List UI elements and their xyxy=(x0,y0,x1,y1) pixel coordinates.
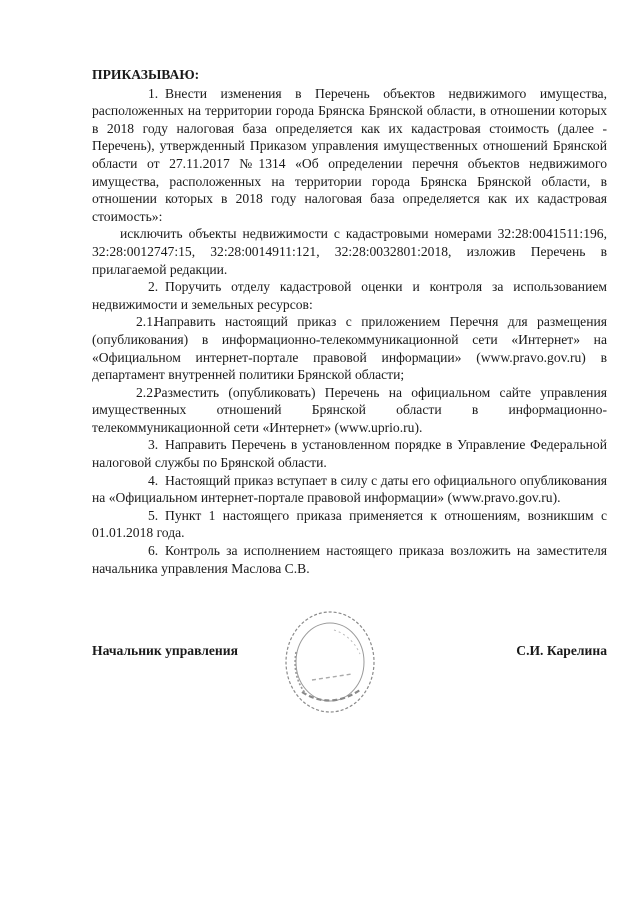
order-item-2 xyxy=(92,278,607,313)
item-number: 4. xyxy=(148,472,159,488)
order-item-1 xyxy=(92,85,607,226)
item-text: Пункт 1 настоящего приказа применяется к отношениям, возникшим с 01.01.2018 года. xyxy=(92,507,607,541)
item-text: Внести изменения в Перечень объектов недвижимого имущества, расположенных на территории города Брянска Брянской области, в отношении которых в 2018 году налоговая база определяется как их кадастровая стоимость (далее - Перечень), утвержденный Приказом управления имущественных отношений Брянской области от 27.11.2017 №1314 «Об определении перечня объектов недвижимого имущества, расположенных на территории города Брянска Брянской области, в отношении которых в 2018 году налоговая база определяется как их кадастровая стоимость»: xyxy=(92,85,607,224)
item-text: Настоящий приказ вступает в силу с даты его официального опубликования на «Официальном интернет-портале правовой информации» (www.pravo.gov.ru). xyxy=(92,472,607,506)
signatory-name: С.И. Карелина xyxy=(516,643,607,658)
item-number: 5. xyxy=(148,507,159,523)
item-number: 1. xyxy=(148,85,159,101)
item-number: 2.2. xyxy=(136,384,157,400)
order-item-4 xyxy=(92,472,607,507)
order-item-1-sub xyxy=(92,225,607,278)
order-item-3 xyxy=(92,436,607,471)
order-item-2-2 xyxy=(92,384,607,437)
order-item-2-1 xyxy=(92,313,607,383)
item-number: 6. xyxy=(148,543,159,559)
item-text: Поручить отделу кадастровой оценки и контроля за использованием недвижимости и земельных ресурсов: xyxy=(92,279,607,312)
item-text: Разместить (опубликовать) Перечень на официальном сайте управления имущественных отношений Брянской области в информационно-телекоммуникационной сети «Интернет» (www.uprio.ru). xyxy=(92,384,607,435)
item-number: 2. xyxy=(148,279,159,295)
item-text: Направить настоящий приказ с приложением Перечня для размещения (опубликования) в информационно-телекоммуникационной сети «Интернет» на «Официальном интернет-портале правовой информации» (www.pravo.gov.ru) в департамент внутренней политики Брянской области; xyxy=(92,314,607,383)
order-item-6 xyxy=(92,542,607,577)
item-number: 3. xyxy=(148,437,159,453)
item-text: Направить Перечень в установленном порядке в Управление Федеральной налоговой службы по Брянской области. xyxy=(92,437,607,471)
signatory-position: Начальник управления xyxy=(92,643,238,658)
item-number: 2.1. xyxy=(136,314,157,330)
item-text: исключить объекты недвижимости с кадастровыми номерами 32:28:0041511:196, 32:28:0012747:15, 32:28:0014911:121, 32:28:0032801:2018, изложив Перечень в прилагаемой редакции. xyxy=(92,226,607,277)
item-text: Контроль за исполнением настоящего приказа возложить на заместителя начальника управления Маслова С.В. xyxy=(92,543,607,576)
document-body xyxy=(92,66,607,577)
order-item-5 xyxy=(92,507,607,542)
official-stamp xyxy=(272,602,382,722)
order-heading: ПРИКАЗЫВАЮ: xyxy=(92,67,200,82)
